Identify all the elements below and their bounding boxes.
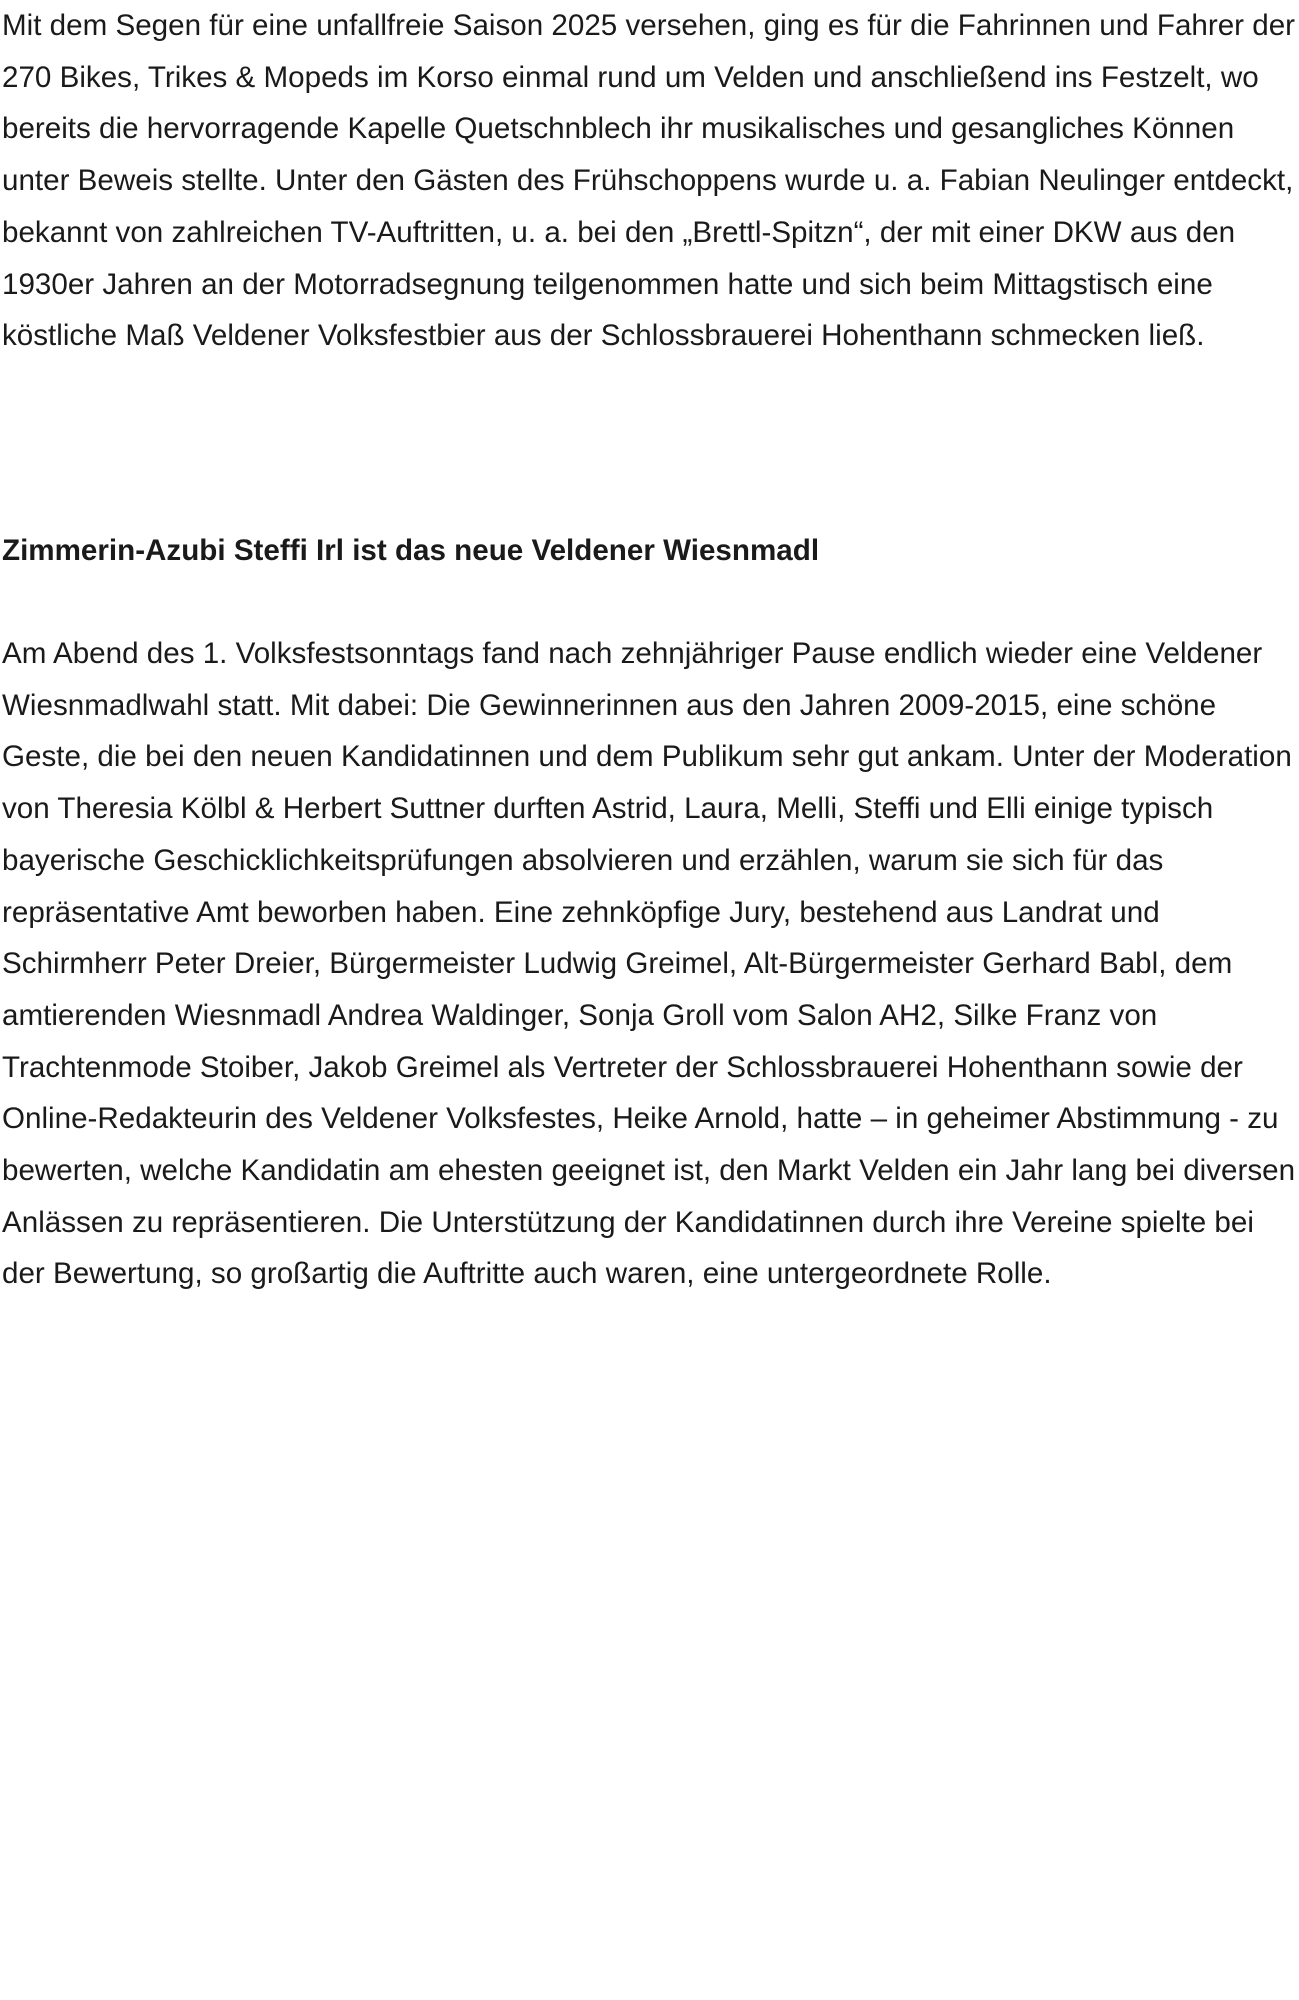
- section-heading: Zimmerin-Azubi Steffi Irl ist das neue Veldener Wiesnmadl: [2, 534, 820, 567]
- article-paragraph-1: Mit dem Segen für eine unfallfreie Saison 2025 versehen, ging es für die Fahrinnen und Fahrer der 270 Bikes, Trikes & Mopeds im Korso einmal rund um Velden und anschließend ins Festzelt, wo bereits die hervorragende Kapelle Quetschnblech ihr musikalisches und gesangliches Können unter Beweis stellte. Unter den Gästen des Frühschoppens wurde u. a. Fabian Neulinger entdeckt, bekannt von zahlreichen TV-Auftritten, u. a. bei den „Brettl-Spitzn“, der mit einer DKW aus den 1930er Jahren an der Motorradsegnung teilgenommen hatte und sich beim Mittagstisch eine köstliche Maß Veldener Volksfestbier aus der Schlossbrauerei Hohenthann schmecken ließ.: [2, 9, 1296, 353]
- article-paragraph-2: Am Abend des 1. Volksfestsonntags fand nach zehnjähriger Pause endlich wieder eine Veldener Wiesnmadlwahl statt. Mit dabei: Die Gewinnerinnen aus den Jahren 2009-2015, eine schöne Geste, die bei den neuen Kandidatinnen und dem Publikum sehr gut ankam. Unter der Moderation von Theresia Kölbl & Herbert Suttner durften Astrid, Laura, Melli, Steffi und Elli einige typisch bayerische Geschicklichkeitsprüfungen absolvieren und erzählen, warum sie sich für das repräsentative Amt beworben haben. Eine zehnköpfige Jury, bestehend aus Landrat und Schirmherr Peter Dreier, Bürgermeister Ludwig Greimel, Alt-Bürgermeister Gerhard Babl, dem amtierenden Wiesnmadl Andrea Waldinger, Sonja Groll vom Salon AH2, Silke Franz von Trachtenmode Stoiber, Jakob Greimel als Vertreter der Schlossbrauerei Hohenthann sowie der Online-Redakteurin des Veldener Volksfestes, Heike Arnold, hatte – in geheimer Abstimmung - zu bewerten, welche Kandidatin am ehesten geeignet ist, den Markt Velden ein Jahr lang bei diversen Anlässen zu repräsentieren. Die Unterstützung der Kandidatinnen durch ihre Vereine spielte bei der Bewertung, so großartig die Auftritte auch waren, eine untergeordnete Rolle.: [2, 637, 1296, 1291]
